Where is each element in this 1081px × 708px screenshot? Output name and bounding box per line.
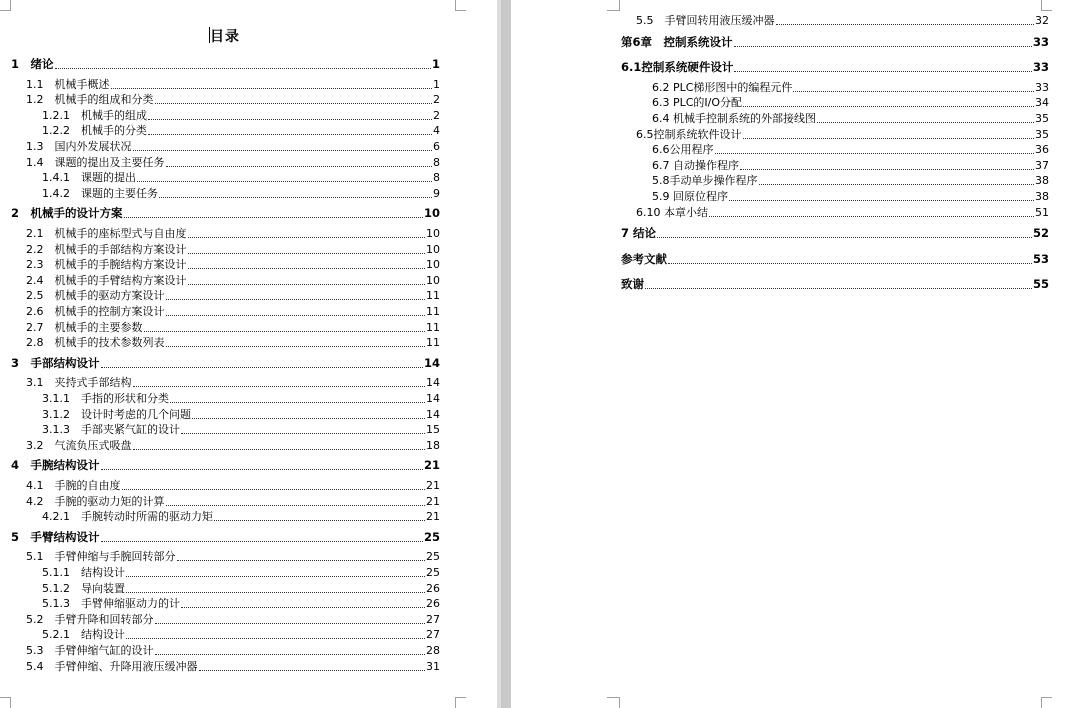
dot-leader: [133, 386, 426, 387]
toc-entry-title: 6.2 PLC梯形图中的编程元件: [652, 80, 793, 94]
toc-entry-title: 4.1 手腕的自由度: [26, 479, 121, 492]
dot-leader: [793, 91, 1034, 92]
toc-entry-page: 34: [1035, 96, 1049, 110]
toc-entry-title: 2 机械手的设计方案: [11, 206, 123, 221]
toc-entry[interactable]: [42, 123, 440, 138]
dot-leader: [729, 200, 1034, 201]
toc-entry-title: 2.5 机械手的驱动方案设计: [26, 289, 165, 303]
dot-leader: [817, 122, 1034, 123]
toc-entry-page: 55: [1032, 277, 1049, 292]
toc-entry-page: 31: [426, 659, 440, 673]
toc-chapter-entry[interactable]: [11, 206, 440, 221]
toc-entry-title: 6.7 自动操作程序: [652, 158, 739, 172]
dot-leader: [101, 541, 423, 542]
dot-leader: [192, 418, 425, 419]
page-gutter: [497, 0, 511, 708]
toc-entry[interactable]: [42, 108, 440, 123]
toc-entry[interactable]: [652, 142, 1049, 157]
toc-entry-page: 14: [426, 392, 440, 405]
toc-entry-page: 10: [426, 227, 440, 240]
dot-leader: [159, 197, 432, 198]
toc-entry-title: 1.4.2 课题的主要任务: [42, 186, 158, 200]
toc-entry-title: 6.4 机械手控制系统的外部接线图: [652, 112, 816, 125]
dot-leader: [759, 184, 1035, 185]
dot-leader: [166, 299, 426, 300]
toc-entry-title: 1.4.1 课题的提出: [42, 171, 136, 185]
toc-entry-page: 32: [1035, 14, 1049, 27]
toc-entry[interactable]: [26, 612, 440, 627]
toc-entry-title: 1.2.1 机械手的组成: [42, 108, 147, 122]
toc-entry[interactable]: [652, 158, 1049, 173]
toc-entry-page: 14: [426, 376, 440, 390]
toc-entry-page: 11: [426, 305, 440, 318]
dot-leader: [166, 166, 433, 167]
toc-entry[interactable]: [26, 335, 440, 350]
toc-entry-title: 1.1 机械手概述: [26, 77, 110, 91]
toc-entry-page: 28: [426, 644, 440, 657]
toc-entry-title: 参考文献: [621, 251, 667, 266]
dot-leader: [709, 216, 1034, 217]
toc-chapter-entry[interactable]: [621, 35, 1049, 50]
toc-entry-title: 5.3 手臂伸缩气缸的设计: [26, 644, 154, 657]
toc-entry[interactable]: [42, 581, 440, 596]
toc-entry[interactable]: [26, 226, 440, 241]
dot-leader: [55, 68, 431, 69]
dot-leader: [743, 138, 1035, 139]
dot-leader: [101, 469, 423, 470]
toc-entry-title: 5.2.1 结构设计: [42, 628, 125, 642]
toc-entry-page: 21: [423, 458, 440, 473]
toc-entry[interactable]: [42, 422, 440, 437]
toc-entry-page: 33: [1035, 80, 1049, 94]
toc-chapter-entry[interactable]: [11, 530, 440, 545]
toc-chapter-entry[interactable]: [11, 458, 440, 473]
toc-entry-title: 2.8 机械手的技术参数列表: [26, 336, 165, 350]
toc-entry-page: 53: [1032, 251, 1049, 266]
toc-entry-title: 5.9 回原位程序: [652, 190, 728, 203]
toc-entry-page: 33: [1032, 60, 1049, 75]
toc-entry[interactable]: [26, 242, 440, 257]
toc-entry[interactable]: [26, 92, 440, 107]
toc-entry-page: 21: [426, 494, 440, 508]
toc-entry-title: 2.2 机械手的手部结构方案设计: [26, 242, 187, 256]
toc-entry-page: 25: [426, 550, 440, 564]
document-page-left: [0, 0, 497, 708]
toc-entry-page: 36: [1035, 143, 1049, 157]
toc-entry-title: 1.2 机械手的组成和分类: [26, 93, 154, 107]
toc-entry[interactable]: [636, 13, 1049, 28]
toc-entry-page: 26: [426, 597, 440, 611]
dot-leader: [166, 315, 426, 316]
toc-entry[interactable]: [26, 155, 440, 170]
toc-entry-title: 6.5控制系统软件设计: [636, 127, 742, 141]
dot-leader: [181, 607, 425, 608]
toc-entry[interactable]: [42, 407, 440, 422]
toc-entry[interactable]: [42, 170, 440, 185]
crop-mark: [1041, 697, 1052, 708]
toc-entry-page: 21: [426, 479, 440, 492]
toc-entry-title: 1.3 国内外发展状况: [26, 140, 132, 153]
crop-mark: [455, 697, 466, 708]
toc-entry-page: 1: [433, 77, 440, 91]
dot-leader: [199, 670, 426, 671]
toc-entry[interactable]: [42, 391, 440, 406]
toc-entry-title: 5.8手动单步操作程序: [652, 174, 758, 188]
dot-leader: [166, 346, 426, 347]
toc-entry[interactable]: [26, 304, 440, 319]
dot-leader: [166, 505, 426, 506]
dot-leader: [177, 560, 426, 561]
toc-entry-title: 6.1控制系统硬件设计: [621, 60, 734, 75]
toc-entry[interactable]: [42, 596, 440, 611]
toc-entry-page: 52: [1032, 226, 1049, 241]
dot-leader: [122, 489, 426, 490]
toc-entry-title: 2.4 机械手的手臂结构方案设计: [26, 273, 187, 287]
toc-entry-page: 25: [423, 529, 440, 544]
toc-entry-page: 1: [431, 57, 440, 71]
toc-entry-title: 致谢: [621, 277, 644, 292]
crop-mark: [607, 0, 620, 11]
toc-entry-title: 3.2 气流负压式吸盘: [26, 438, 132, 452]
toc-chapter-entry[interactable]: [621, 252, 1049, 267]
toc-entry-title: 3.1.1 手指的形状和分类: [42, 392, 169, 405]
toc-entry[interactable]: [636, 127, 1049, 142]
toc-chapter-entry[interactable]: [621, 226, 1049, 241]
toc-entry-page: 10: [426, 242, 440, 256]
crop-mark: [607, 697, 620, 708]
dot-leader: [137, 181, 432, 182]
toc-entry[interactable]: [26, 659, 440, 674]
dot-leader: [155, 654, 426, 655]
toc-entry[interactable]: [652, 95, 1049, 110]
toc-entry[interactable]: [652, 80, 1049, 95]
toc-entry-title: 4.2.1 手腕转动时所需的驱动力矩: [42, 510, 213, 524]
toc-entry-page: 14: [423, 355, 440, 370]
toc-entry-title: 4 手腕结构设计: [11, 458, 100, 473]
toc-entry[interactable]: [26, 288, 440, 303]
toc-entry-page: 18: [426, 438, 440, 452]
toc-entry-title: 3.1 夹持式手部结构: [26, 376, 132, 390]
dot-leader: [188, 268, 426, 269]
dot-leader: [657, 237, 1032, 238]
toc-entry-title: 第6章 控制系统设计: [621, 34, 733, 49]
toc-entry-page: 38: [1035, 190, 1049, 203]
toc-entry[interactable]: [26, 549, 440, 564]
toc-entry-title: 3 手部结构设计: [11, 355, 100, 370]
toc-entry-title: 5.1.3 手臂伸缩驱动力的计: [42, 597, 180, 611]
toc-entry-title: 6.6公用程序: [652, 143, 714, 157]
toc-entry[interactable]: [42, 565, 440, 580]
toc-entry-page: 2: [433, 93, 440, 107]
dot-leader: [155, 623, 426, 624]
toc-entry-title: 1 绪论: [11, 57, 54, 71]
toc-entry-page: 10: [426, 258, 440, 272]
toc-entry-title: 1.2.2 机械手的分类: [42, 124, 147, 138]
toc-title: 目录: [210, 29, 240, 45]
dot-leader: [126, 576, 425, 577]
dot-leader: [111, 88, 433, 89]
dot-leader: [148, 134, 432, 135]
toc-entry[interactable]: [26, 494, 440, 509]
dot-leader: [101, 367, 423, 368]
toc-entry-title: 7 结论: [621, 226, 657, 241]
toc-entry[interactable]: [652, 173, 1049, 188]
toc-entry-page: 35: [1035, 127, 1049, 141]
toc-entry[interactable]: [42, 186, 440, 201]
toc-entry[interactable]: [26, 478, 440, 493]
toc-entry-title: 5 手臂结构设计: [11, 529, 100, 544]
dot-leader: [133, 150, 433, 151]
dot-leader: [144, 331, 426, 332]
toc-entry-title: 2.1 机械手的座标型式与自由度: [26, 227, 187, 240]
toc-entry-page: 37: [1035, 158, 1049, 172]
dot-leader: [148, 119, 432, 120]
toc-entry-page: 25: [426, 566, 440, 579]
toc-entry[interactable]: [26, 139, 440, 154]
toc-entry-page: 35: [1035, 112, 1049, 125]
toc-entry[interactable]: [26, 438, 440, 453]
toc-entry[interactable]: [42, 509, 440, 524]
document-page-right: [511, 0, 1081, 708]
toc-entry[interactable]: [26, 320, 440, 335]
toc-entry-page: 11: [426, 320, 440, 334]
crop-mark: [0, 0, 11, 11]
toc-entry-page: 33: [1032, 34, 1049, 49]
dot-leader: [188, 253, 426, 254]
toc-entry-title: 5.1.2 导向装置: [42, 581, 125, 595]
crop-mark: [455, 0, 466, 11]
toc-entry-page: 14: [426, 407, 440, 421]
toc-entry-page: 26: [426, 581, 440, 595]
toc-entry-title: 2.6 机械手的控制方案设计: [26, 305, 165, 318]
toc-entry-page: 27: [426, 628, 440, 642]
toc-entry-page: 4: [433, 124, 440, 138]
toc-entry[interactable]: [26, 77, 440, 92]
toc-entry-title: 5.2 手臂升降和回转部分: [26, 612, 154, 626]
toc-entry-title: 5.4 手臂伸缩、升降用液压缓冲器: [26, 659, 198, 673]
toc-entry-title: 3.1.2 设计时考虑的几个问题: [42, 407, 191, 421]
dot-leader: [734, 71, 1032, 72]
toc-entry-page: 38: [1035, 174, 1049, 188]
toc-entry[interactable]: [42, 627, 440, 642]
toc-entry-title: 2.3 机械手的手腕结构方案设计: [26, 258, 187, 272]
toc-entry-page: 11: [426, 336, 440, 350]
toc-entry-page: 9: [433, 186, 440, 200]
toc-entry-title: 4.2 手腕的驱动力矩的计算: [26, 494, 165, 508]
toc-entry-page: 10: [426, 273, 440, 287]
toc-entry-title: 2.7 机械手的主要参数: [26, 320, 143, 334]
toc-entry-page: 8: [433, 155, 440, 169]
dot-leader: [776, 24, 1035, 25]
toc-entry[interactable]: [652, 189, 1049, 204]
toc-entry[interactable]: [26, 643, 440, 658]
toc-entry-page: 6: [433, 140, 440, 153]
toc-entry[interactable]: [26, 257, 440, 272]
toc-entry-title: 5.5 手臂回转用液压缓冲器: [636, 14, 775, 27]
toc-chapter-entry[interactable]: [11, 57, 440, 72]
toc-entry-title: 5.1.1 结构设计: [42, 566, 125, 579]
dot-leader: [155, 103, 433, 104]
toc-chapter-entry[interactable]: [621, 277, 1049, 292]
dot-leader: [668, 263, 1032, 264]
toc-chapter-entry[interactable]: [11, 356, 440, 371]
toc-entry[interactable]: [26, 273, 440, 288]
dot-leader: [743, 106, 1034, 107]
toc-entry-page: 51: [1035, 205, 1049, 219]
crop-mark: [1041, 0, 1052, 11]
dot-leader: [188, 284, 426, 285]
dot-leader: [740, 169, 1034, 170]
dot-leader: [188, 237, 426, 238]
toc-chapter-entry[interactable]: [621, 60, 1049, 75]
toc-entry-title: 1.4 课题的提出及主要任务: [26, 155, 165, 169]
dot-leader: [126, 638, 425, 639]
toc-entry-page: 27: [426, 612, 440, 626]
toc-entry-page: 10: [423, 206, 440, 221]
dot-leader: [126, 592, 425, 593]
dot-leader: [715, 153, 1035, 154]
dot-leader: [181, 433, 425, 434]
dot-leader: [214, 520, 425, 521]
toc-entry-page: 2: [433, 108, 440, 122]
toc-entry-page: 8: [433, 171, 440, 185]
dot-leader: [124, 217, 423, 218]
toc-entry-title: 3.1.3 手部夹紧气缸的设计: [42, 423, 180, 437]
toc-entry[interactable]: [652, 111, 1049, 126]
toc-entry[interactable]: [26, 375, 440, 390]
toc-entry-title: 6.10 本章小结: [636, 205, 708, 219]
toc-entry-title: 6.3 PLC的I/O分配: [652, 96, 743, 110]
toc-entry-page: 15: [426, 423, 440, 437]
toc-entry-page: 11: [426, 289, 440, 303]
dot-leader: [734, 46, 1032, 47]
crop-mark: [0, 697, 11, 708]
toc-entry-title: 5.1 手臂伸缩与手腕回转部分: [26, 550, 176, 564]
toc-entry-page: 21: [426, 510, 440, 524]
dot-leader: [133, 449, 426, 450]
toc-entry[interactable]: [636, 205, 1049, 220]
dot-leader: [645, 288, 1032, 289]
dot-leader: [170, 402, 425, 403]
